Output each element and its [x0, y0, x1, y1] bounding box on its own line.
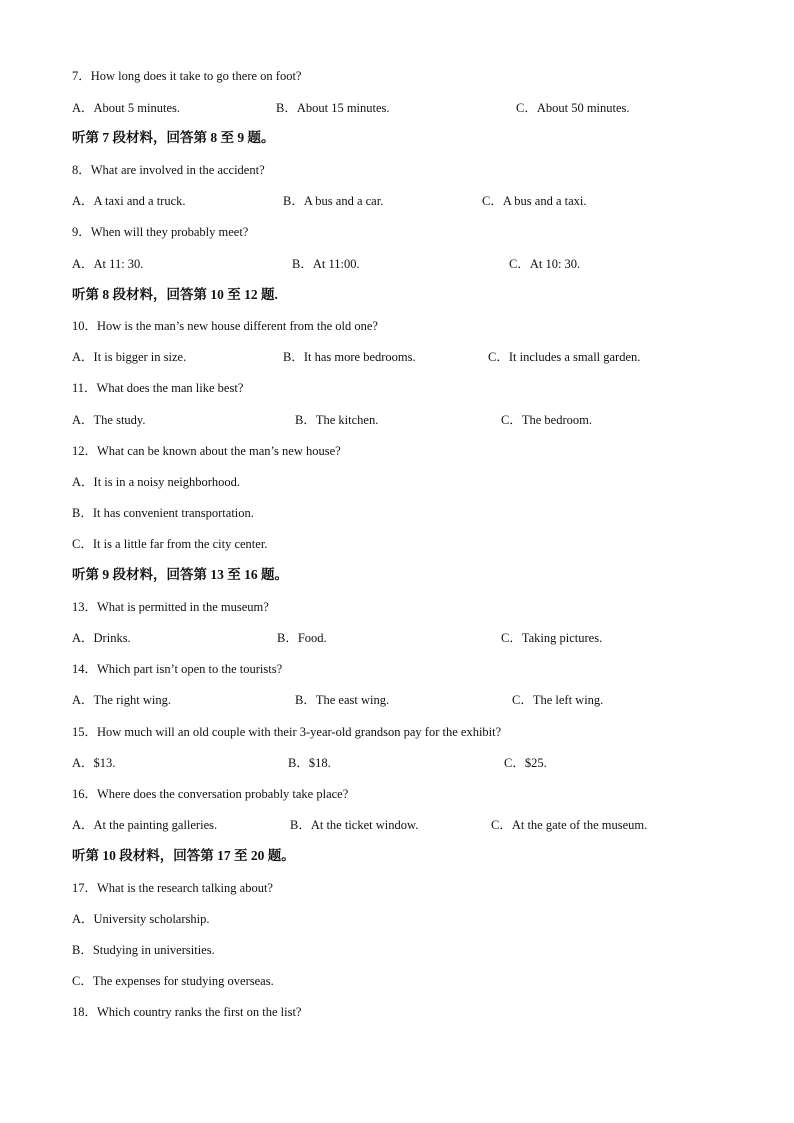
question-8-stem: 8．What are involved in the accident?	[72, 163, 265, 177]
question-11-options	[0, 412, 794, 428]
option-b: B．At the ticket window.	[290, 818, 419, 832]
section-heading-7: 听第 7 段材料，回答第 8 至 9 题。	[72, 130, 275, 145]
option-a: A．The study.	[72, 413, 146, 427]
option-c: C．Taking pictures.	[501, 631, 603, 645]
question-16-stem: 16．Where does the conversation probably take place?	[72, 787, 349, 801]
question-7-options	[0, 100, 794, 116]
option-c: C．It is a little far from the city center.	[72, 537, 268, 551]
question-9-options	[0, 256, 794, 272]
section-heading-8: 听第 8 段材料，回答第 10 至 12 题.	[72, 287, 278, 302]
option-b: B．At 11:00.	[292, 257, 360, 271]
question-9-stem: 9．When will they probably meet?	[72, 225, 249, 239]
question-14-options	[0, 692, 794, 708]
option-c: C．The left wing.	[512, 693, 604, 707]
question-13-options	[0, 630, 794, 646]
option-a: A．About 5 minutes.	[72, 101, 180, 115]
question-17-stem: 17．What is the research talking about?	[72, 881, 273, 895]
question-16-options	[0, 817, 794, 833]
option-b: B．Studying in universities.	[72, 943, 215, 957]
option-b: B．$18.	[288, 756, 331, 770]
question-7-stem: 7．How long does it take to go there on foot?	[72, 69, 302, 83]
option-a: A．Drinks.	[72, 631, 131, 645]
option-c: C．A bus and a taxi.	[482, 194, 587, 208]
option-a: A．It is bigger in size.	[72, 350, 187, 364]
question-10-stem: 10．How is the man’s new house different from the old one?	[72, 319, 378, 333]
option-a: A．At 11: 30.	[72, 257, 144, 271]
option-b: B．A bus and a car.	[283, 194, 384, 208]
option-c: C．$25.	[504, 756, 547, 770]
option-b: B．It has convenient transportation.	[72, 506, 254, 520]
option-b: B．About 15 minutes.	[276, 101, 390, 115]
option-b: B．Food.	[277, 631, 327, 645]
question-11-stem: 11．What does the man like best?	[72, 381, 244, 395]
option-c: C．At the gate of the museum.	[491, 818, 648, 832]
option-a: A．A taxi and a truck.	[72, 194, 186, 208]
option-a: A．It is in a noisy neighborhood.	[72, 475, 241, 489]
option-a: A．At the painting galleries.	[72, 818, 218, 832]
question-10-options	[0, 349, 794, 365]
question-13-stem: 13．What is permitted in the museum?	[72, 600, 269, 614]
question-8-options	[0, 193, 794, 209]
option-c: C．The expenses for studying overseas.	[72, 974, 274, 988]
option-a: A．University scholarship.	[72, 912, 210, 926]
question-14-stem: 14．Which part isn’t open to the tourists?	[72, 662, 283, 676]
option-c: C．About 50 minutes.	[516, 101, 630, 115]
option-b: B．The kitchen.	[295, 413, 379, 427]
question-18-stem: 18．Which country ranks the first on the list?	[72, 1005, 302, 1019]
question-12-stem: 12．What can be known about the man’s new house?	[72, 444, 341, 458]
question-15-stem: 15．How much will an old couple with their 3-year-old grandson pay for the exhibit?	[72, 725, 502, 739]
section-heading-9: 听第 9 段材料，回答第 13 至 16 题。	[72, 567, 288, 582]
option-c: C．At 10: 30.	[509, 257, 581, 271]
option-c: C．The bedroom.	[501, 413, 592, 427]
option-c: C．It includes a small garden.	[488, 350, 641, 364]
question-15-options	[0, 755, 794, 771]
section-heading-10: 听第 10 段材料，回答第 17 至 20 题。	[72, 848, 295, 863]
option-a: A．$13.	[72, 756, 116, 770]
option-b: B．The east wing.	[295, 693, 390, 707]
option-a: A．The right wing.	[72, 693, 171, 707]
option-b: B．It has more bedrooms.	[283, 350, 416, 364]
